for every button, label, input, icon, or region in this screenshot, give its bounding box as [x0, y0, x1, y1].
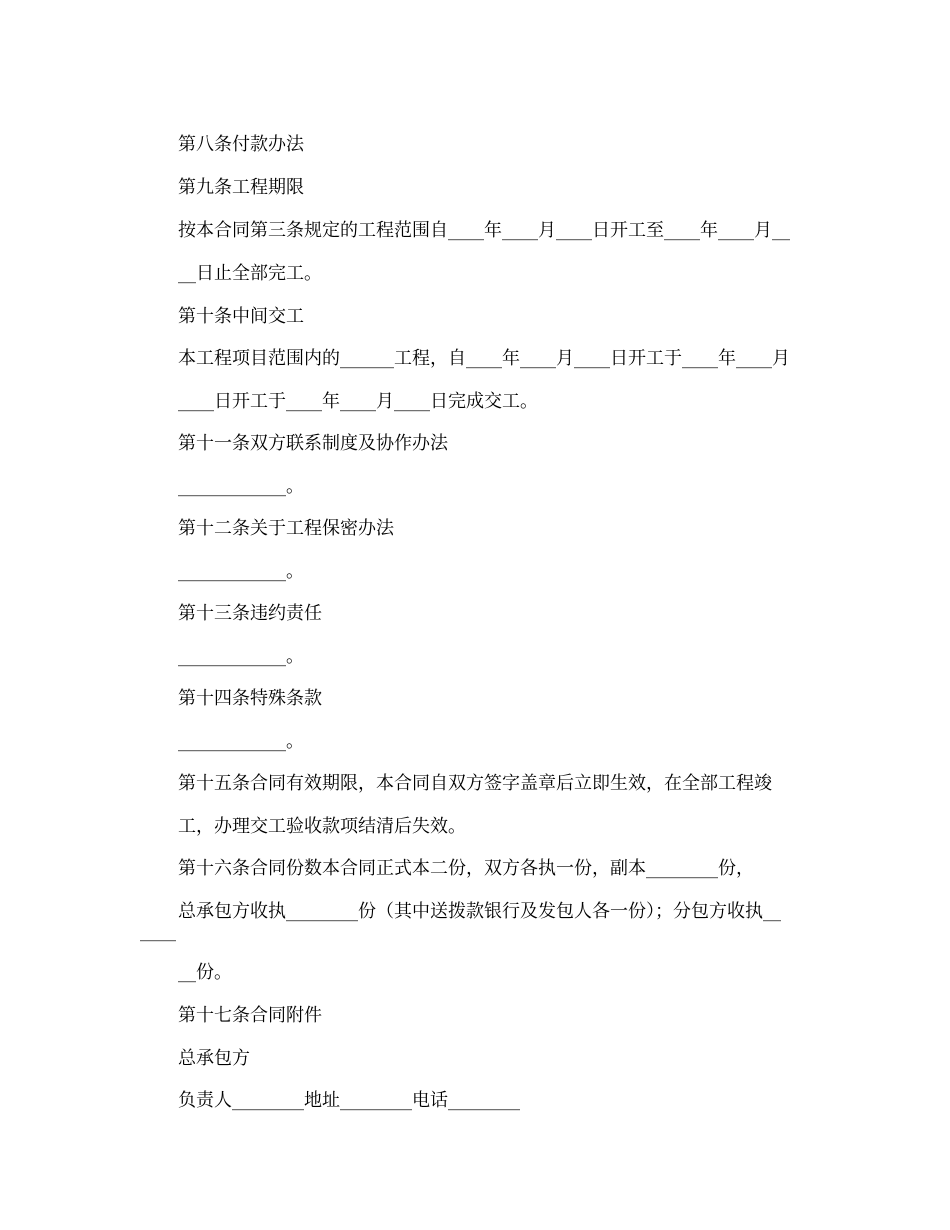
article-10-heading: 第十条中间交工: [178, 306, 304, 327]
article-9-text-line-2: __日止全部完工。: [178, 263, 322, 284]
article-15-text-line-2: 工，办理交工验收款项结清后失效。: [178, 816, 466, 837]
article-10-text-line-1: 本工程项目范围内的______工程，自____年____月____日开工于____年____月: [178, 348, 790, 369]
article-11-heading: 第十一条双方联系制度及协作办法: [178, 433, 448, 454]
article-16-text-line-3: __份。: [178, 962, 232, 983]
article-10-text-line-2: ____日开工于____年____月____日完成交工。: [178, 391, 538, 412]
article-11-blank: ____________。: [178, 476, 304, 497]
article-16-text-line-2: 总承包方收执________份（其中送拨款银行及发包人各一份）；分包方收执__: [178, 901, 781, 922]
article-16-text-line-1: 第十六条合同份数本合同正式本二份，双方各执一份，副本________份，: [178, 858, 754, 879]
article-12-heading: 第十二条关于工程保密办法: [178, 518, 394, 539]
article-13-heading: 第十三条违约责任: [178, 603, 322, 624]
article-13-blank: ____________。: [178, 646, 304, 667]
article-14-heading: 第十四条特殊条款: [178, 688, 322, 709]
article-15-text-line-1: 第十五条合同有效期限，本合同自双方签字盖章后立即生效，在全部工程竣: [178, 773, 772, 794]
article-12-blank: ____________。: [178, 561, 304, 582]
article-14-blank: ____________。: [178, 731, 304, 752]
article-9-text-line-1: 按本合同第三条规定的工程范围自____年____月____日开工至____年____月__: [178, 220, 790, 241]
article-8-heading: 第八条付款办法: [178, 134, 304, 155]
general-contractor-label: 总承包方: [178, 1048, 250, 1069]
contact-info-line: 负责人________地址________电话________: [178, 1090, 520, 1111]
article-16-text-line-wrap: ____: [140, 921, 176, 942]
article-17-heading: 第十七条合同附件: [178, 1005, 322, 1026]
article-9-heading: 第九条工程期限: [178, 177, 304, 198]
